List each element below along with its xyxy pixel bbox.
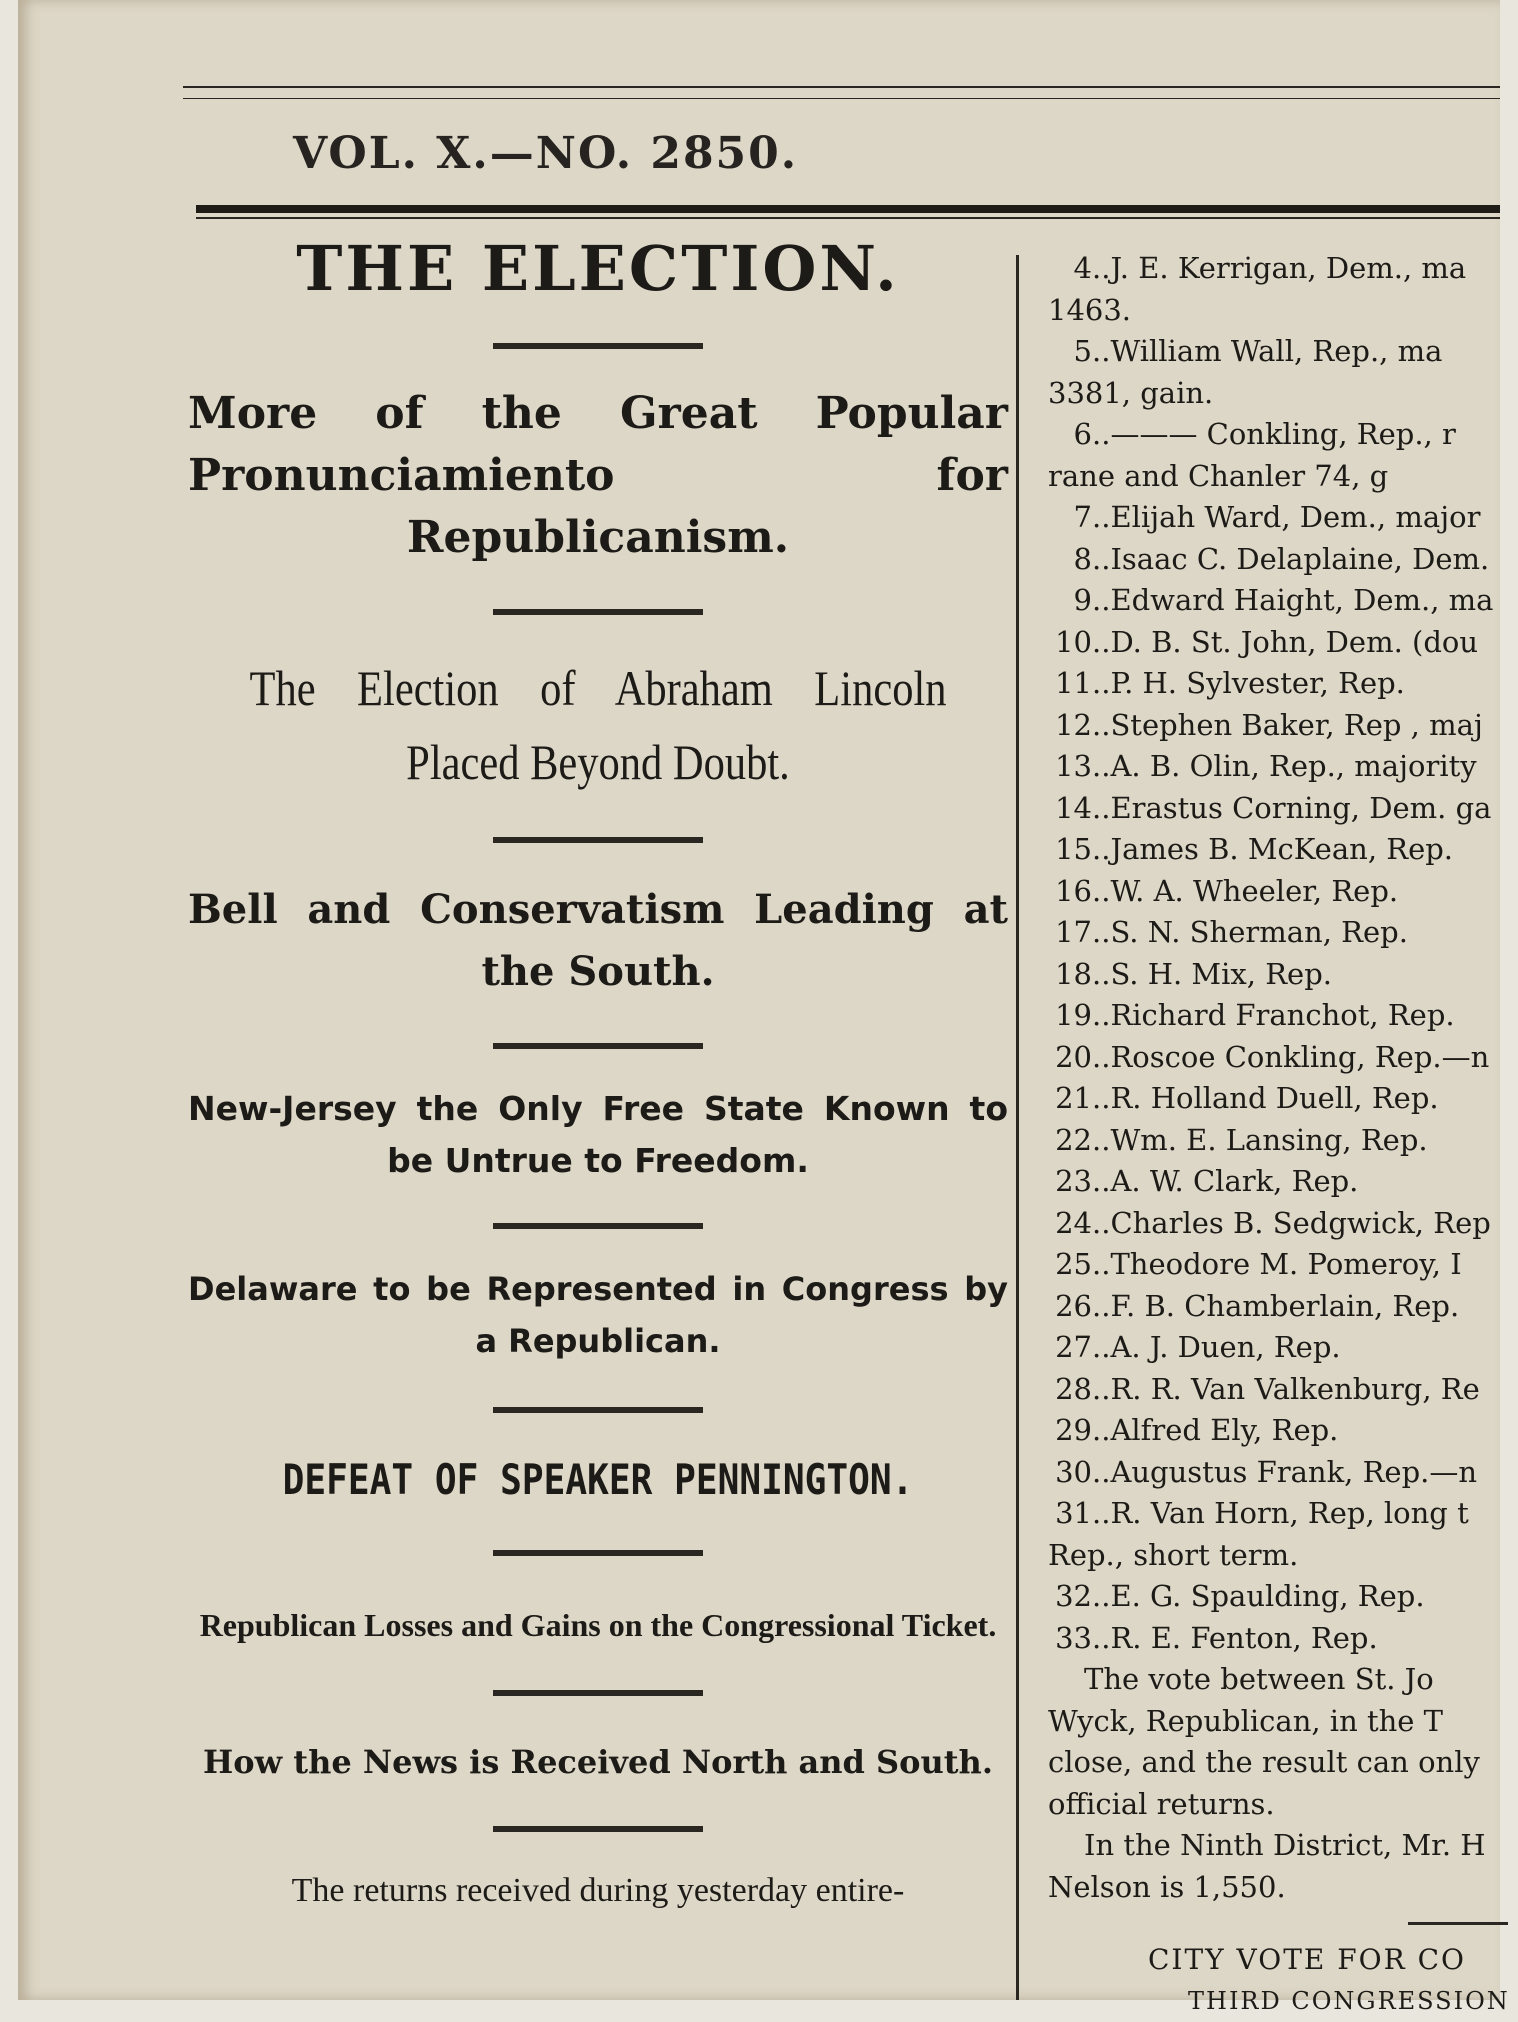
district-text: Isaac C. Delaplaine, Dem. [1110,542,1489,576]
headline-new-jersey: New-Jersey the Only Free State Known to be Untrue to Freedom. [188,1083,1008,1187]
separator-rule [493,1826,703,1832]
leader-dots: .. [1092,625,1110,659]
separator-rule [493,343,703,349]
district-list [1048,248,1518,1659]
separator-rule [493,609,703,615]
district-entry [1048,829,1518,871]
district-number: 24 [1048,1203,1092,1245]
district-entry [1048,622,1518,664]
column-divider [1016,255,1019,2000]
district-text: W. A. Wheeler, Rep. [1110,874,1398,908]
district-number: 23 [1048,1161,1092,1203]
paragraph-line: The vote between St. Jo [1048,1659,1518,1701]
leader-dots: .. [1092,957,1110,991]
leader-dots: .. [1092,1579,1110,1613]
leader-dots: .. [1092,998,1110,1032]
district-text: Erastus Corning, Dem. ga [1110,791,1491,825]
district-entry [1048,954,1518,996]
leader-dots: .. [1092,791,1110,825]
headline-bell: Bell and Conservatism Leading at the South. [188,879,1008,1003]
district-number: 33 [1048,1618,1092,1660]
district-number: 29 [1048,1410,1092,1452]
district-number: 22 [1048,1120,1092,1162]
right-column [1048,248,1518,2000]
separator-rule [493,1690,703,1696]
district-entry [1048,663,1518,705]
district-entry [1048,1410,1518,1452]
leader-dots: .. [1092,1164,1110,1198]
volume-number: VOL. X.—NO. 2850. [293,128,798,179]
headline-lincoln: The Election of Abraham Lincoln Placed Beyond Doubt. [250,651,947,799]
district-number: 13 [1048,746,1092,788]
leader-dots: .. [1092,1040,1110,1074]
district-number: 19 [1048,995,1092,1037]
city-vote-subheading: THIRD CONGRESSION [1048,1981,1518,2022]
district-number: 25 [1048,1244,1092,1286]
district-entry [1048,705,1518,747]
leader-dots: .. [1092,749,1110,783]
district-notes [1048,1659,1518,1908]
separator-rule [493,1043,703,1049]
leader-dots: .. [1092,915,1110,949]
leader-dots: .. [1092,666,1110,700]
district-entry [1048,871,1518,913]
district-number: 21 [1048,1078,1092,1120]
district-text: Alfred Ely, Rep. [1110,1413,1338,1447]
leader-dots: .. [1092,1206,1110,1240]
district-number: 14 [1048,788,1092,830]
bleed-through-text [278,0,1078,60]
district-entry [1048,248,1518,290]
leader-dots: .. [1092,1247,1110,1281]
district-text: S. N. Sherman, Rep. [1110,915,1407,949]
article-body-start: The returns received during yesterday entire- [188,1872,1008,1910]
district-text: D. B. St. John, Dem. (dou [1110,625,1478,659]
district-text: Elijah Ward, Dem., major [1110,500,1480,534]
leader-dots: .. [1092,1372,1110,1406]
district-number: 20 [1048,1037,1092,1079]
leader-dots: .. [1092,874,1110,908]
district-text: E. G. Spaulding, Rep. [1110,1579,1424,1613]
district-text: Augustus Frank, Rep.—n [1110,1455,1477,1489]
district-number: 27 [1048,1327,1092,1369]
district-text: R. Holland Duell, Rep. [1110,1081,1438,1115]
headline-pennington: DEFEAT OF SPEAKER PENNINGTON. [245,1455,950,1504]
separator-rule [493,1407,703,1413]
district-text: Stephen Baker, Rep , maj [1110,708,1482,742]
district-number: 5 [1048,331,1092,373]
district-entry [1048,497,1518,539]
leader-dots: .. [1092,1289,1110,1323]
district-number: 10 [1048,622,1092,664]
leader-dots: .. [1092,334,1110,368]
district-text: Roscoe Conkling, Rep.—n [1110,1040,1489,1074]
district-number: 28 [1048,1369,1092,1411]
district-entry [1048,1203,1518,1245]
leader-dots: .. [1092,1621,1110,1655]
district-text-continued: 3381, gain. [1048,373,1518,415]
election-title: THE ELECTION. [188,232,1008,305]
district-entry [1048,1493,1518,1535]
leader-dots: .. [1092,1081,1110,1115]
district-entry [1048,1576,1518,1618]
district-text: Richard Franchot, Rep. [1110,998,1454,1032]
district-text: Edward Haight, Dem., ma [1110,583,1493,617]
separator-rule [493,1550,703,1556]
column-top-rule [196,205,1500,213]
paragraph-line: Nelson is 1,550. [1048,1867,1518,1909]
district-number: 6 [1048,414,1092,456]
district-number: 16 [1048,871,1092,913]
district-entry [1048,539,1518,581]
headline-pronunciamiento: More of the Great Popular Pronunciamiento for Republicanism. [188,383,1008,569]
district-number: 7 [1048,497,1092,539]
district-text-continued: Rep., short term. [1048,1535,1518,1577]
paragraph-line: In the Ninth District, Mr. H [1048,1825,1518,1867]
district-text: Theodore M. Pomeroy, I [1110,1247,1461,1281]
district-text-continued: rane and Chanler 74, g [1048,456,1518,498]
district-entry [1048,331,1518,373]
district-entry [1048,788,1518,830]
district-text: A. B. Olin, Rep., majority [1110,749,1476,783]
column-top-rule-thin [196,217,1500,219]
district-text: James B. McKean, Rep. [1110,832,1453,866]
district-number: 15 [1048,829,1092,871]
district-entry [1048,1452,1518,1494]
district-text-continued: 1463. [1048,290,1518,332]
leader-dots: .. [1092,1455,1110,1489]
district-number: 31 [1048,1493,1092,1535]
district-entry [1048,1369,1518,1411]
leader-dots: .. [1092,500,1110,534]
leader-dots: .. [1092,417,1110,451]
district-entry [1048,746,1518,788]
district-number: 18 [1048,954,1092,996]
district-entry [1048,1078,1518,1120]
leader-dots: .. [1092,251,1110,285]
section-rule [1408,1922,1508,1925]
district-number: 12 [1048,705,1092,747]
district-text: J. E. Kerrigan, Dem., ma [1110,251,1466,285]
district-number: 30 [1048,1452,1092,1494]
district-entry [1048,1120,1518,1162]
paragraph-line: Wyck, Republican, in the T [1048,1701,1518,1743]
district-text: Charles B. Sedgwick, Rep [1110,1206,1490,1240]
separator-rule [493,837,703,843]
leader-dots: .. [1092,708,1110,742]
district-text: S. H. Mix, Rep. [1110,957,1332,991]
district-entry [1048,580,1518,622]
newspaper-page [18,0,1500,2000]
leader-dots: .. [1092,1496,1110,1530]
district-text: A. J. Duen, Rep. [1110,1330,1340,1364]
headline-republican-losses: Republican Losses and Gains on the Congressional Ticket. [188,1598,1008,1652]
district-text: F. B. Chamberlain, Rep. [1110,1289,1459,1323]
left-column [188,232,1008,2000]
paragraph-line: close, and the result can only [1048,1742,1518,1784]
leader-dots: .. [1092,1330,1110,1364]
leader-dots: .. [1092,832,1110,866]
district-entry [1048,1037,1518,1079]
district-text: William Wall, Rep., ma [1110,334,1442,368]
district-text: Wm. E. Lansing, Rep. [1110,1123,1427,1157]
district-number: 11 [1048,663,1092,705]
district-number: 32 [1048,1576,1092,1618]
leader-dots: .. [1092,583,1110,617]
district-text: R. E. Fenton, Rep. [1110,1621,1377,1655]
leader-dots: .. [1092,542,1110,576]
separator-rule [493,1223,703,1229]
masthead-rule-top [183,86,1500,88]
masthead-rule-second [183,98,1500,99]
district-number: 4 [1048,248,1092,290]
district-entry [1048,1327,1518,1369]
district-number: 26 [1048,1286,1092,1328]
district-text: R. R. Van Valkenburg, Re [1110,1372,1479,1406]
district-text: ——— Conkling, Rep., r [1110,417,1455,451]
district-entry [1048,995,1518,1037]
district-number: 9 [1048,580,1092,622]
paragraph-line: official returns. [1048,1784,1518,1826]
district-text: P. H. Sylvester, Rep. [1110,666,1404,700]
district-number: 17 [1048,912,1092,954]
district-text: R. Van Horn, Rep, long t [1110,1496,1468,1530]
headline-delaware: Delaware to be Represented in Congress by a Republican. [188,1263,1008,1367]
district-entry [1048,1161,1518,1203]
headline-news-received: How the News is Received North and South. [188,1736,1008,1788]
city-vote-heading: CITY VOTE FOR CO [1048,1939,1518,1981]
district-number: 8 [1048,539,1092,581]
district-entry [1048,1286,1518,1328]
leader-dots: .. [1092,1123,1110,1157]
district-entry [1048,414,1518,456]
district-entry [1048,912,1518,954]
district-entry [1048,1618,1518,1660]
district-text: A. W. Clark, Rep. [1110,1164,1358,1198]
leader-dots: .. [1092,1413,1110,1447]
district-entry [1048,1244,1518,1286]
